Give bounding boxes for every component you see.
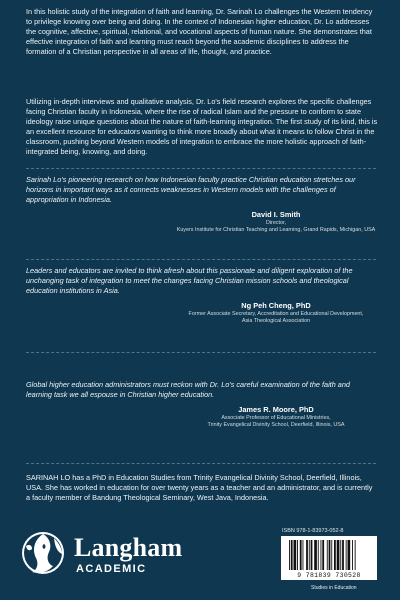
- barcode-bar: [294, 540, 297, 570]
- divider: [26, 168, 376, 169]
- publisher-name: Langham: [74, 533, 183, 562]
- endorser-title-line-1: Associate Professor of Educational Ministries,: [221, 414, 331, 421]
- globe-icon: [20, 530, 66, 576]
- endorser-title-line-2: Kuyers Institute for Christian Teaching and Learning, Grand Rapids, Michigan, USA: [176, 226, 376, 233]
- endorsement-quote: Global higher education administrators must reckon with Dr. Lo's careful examination of the faith and learning task we all espouse in Christian higher education.: [26, 380, 350, 399]
- barcode-bar: [327, 540, 328, 570]
- barcode-digits: 9 781839 730528: [297, 572, 361, 579]
- endorsement-1: [26, 175, 376, 234]
- barcode-bar: [289, 540, 290, 570]
- endorsement-attribution: [176, 210, 376, 234]
- barcode-bar: [322, 540, 324, 570]
- endorsement-3: [26, 380, 376, 429]
- barcode-bar: [291, 540, 293, 570]
- barcode-bar: [297, 540, 298, 570]
- barcode-bar: [346, 540, 347, 570]
- endorser-title-line-1: Director,: [265, 219, 287, 226]
- isbn-label: ISBN 978-1-83973-052-8: [282, 528, 344, 534]
- barcode-bar: [331, 540, 332, 570]
- category-label: Studies in Education: [311, 585, 357, 591]
- barcode: [281, 536, 377, 580]
- barcode-bar: [337, 540, 340, 570]
- description-paragraph-1: [26, 7, 378, 57]
- barcode-bar: [329, 540, 331, 570]
- endorsement-attribution: [176, 405, 376, 429]
- description-paragraph-2: [26, 97, 378, 156]
- barcode-bar: [306, 540, 308, 570]
- author-bio: SARINAH LO has a PhD in Education Studies from Trinity Evangelical Divinity School, Deerfield, Illinois, USA. She has worked in education for over twenty years as a teacher and an administrator, and is currently a faculty member of Bandung Theological Seminary, West Java, Indonesia.: [26, 473, 373, 502]
- barcode-bar: [318, 540, 319, 570]
- barcode-bars: [281, 538, 377, 574]
- barcode-bar: [300, 540, 302, 570]
- endorsement-attribution: [176, 301, 376, 325]
- barcode-bar: [309, 540, 310, 570]
- barcode-bar: [311, 540, 313, 570]
- barcode-bar: [334, 540, 336, 570]
- divider: [26, 463, 376, 464]
- publisher-logo: [20, 530, 230, 586]
- endorser-name: James R. Moore, PhD: [238, 404, 314, 414]
- endorser-name: Ng Peh Cheng, PhD: [241, 300, 311, 310]
- divider: [26, 259, 376, 260]
- barcode-bar: [352, 540, 353, 570]
- divider: [26, 352, 376, 353]
- description-text-2: Utilizing in-depth interviews and qualitative analysis, Dr. Lo's field research explores the specific challenges facing Christian faculty in Indonesia, where the rise of radical Islam and the pressure to conform to state ideology raise unique questions about the nature of faith-learning integration. The first study of its kind, this is an excellent resource for educators wanting to think more broadly about what it means to follow Christ in the classroom, pushing beyond Western models of integration to embrace the more holistic approach of faith-integrated being, knowing, and doing.: [26, 97, 378, 156]
- endorsement-quote: Leaders and educators are invited to think afresh about this passionate and diligent exploration of the unchanging task of integration to meet the changes facing Christian mission schools and theological education institutions in Asia.: [26, 266, 353, 295]
- barcode-bar: [321, 540, 322, 570]
- barcode-bar: [303, 540, 304, 570]
- barcode-bar: [340, 540, 341, 570]
- barcode-bar: [314, 540, 317, 570]
- endorser-name: David I. Smith: [251, 209, 301, 219]
- endorsement-quote: Sarinah Lo's pioneering research on how Indonesian faculty practice Christian education stretches our horizons in important ways as it connects weaknesses in Western models with the challenges of appropriation in Indonesia.: [26, 175, 356, 204]
- endorsement-2: [26, 266, 376, 325]
- endorser-title-line-1: Former Associate Secretary, Accreditation and Educational Development,: [188, 310, 364, 317]
- barcode-bar: [355, 540, 356, 570]
- barcode-bar: [342, 540, 344, 570]
- description-text-1: In this holistic study of the integration of faith and learning, Dr. Sarinah Lo challenges the Western tendency to privilege knowing over being and doing. In the context of Indonesian higher education, Dr. Lo addresses the cognitive, affective, spiritual, relational, and vocational aspects of human nature. She demonstrates that effective integration of faith and learning must reach beyond the academic disciplines to address the formation of a Christian perspective in all areas of life, thought, and practice.: [26, 7, 373, 56]
- endorser-title-line-2: Trinity Evangelical Divinity School, Deerfield, Illinois, USA: [207, 422, 345, 429]
- publisher-imprint: ACADEMIC: [76, 563, 147, 575]
- barcode-bar: [348, 540, 351, 570]
- endorser-title-line-2: Asia Theological Association: [241, 317, 311, 324]
